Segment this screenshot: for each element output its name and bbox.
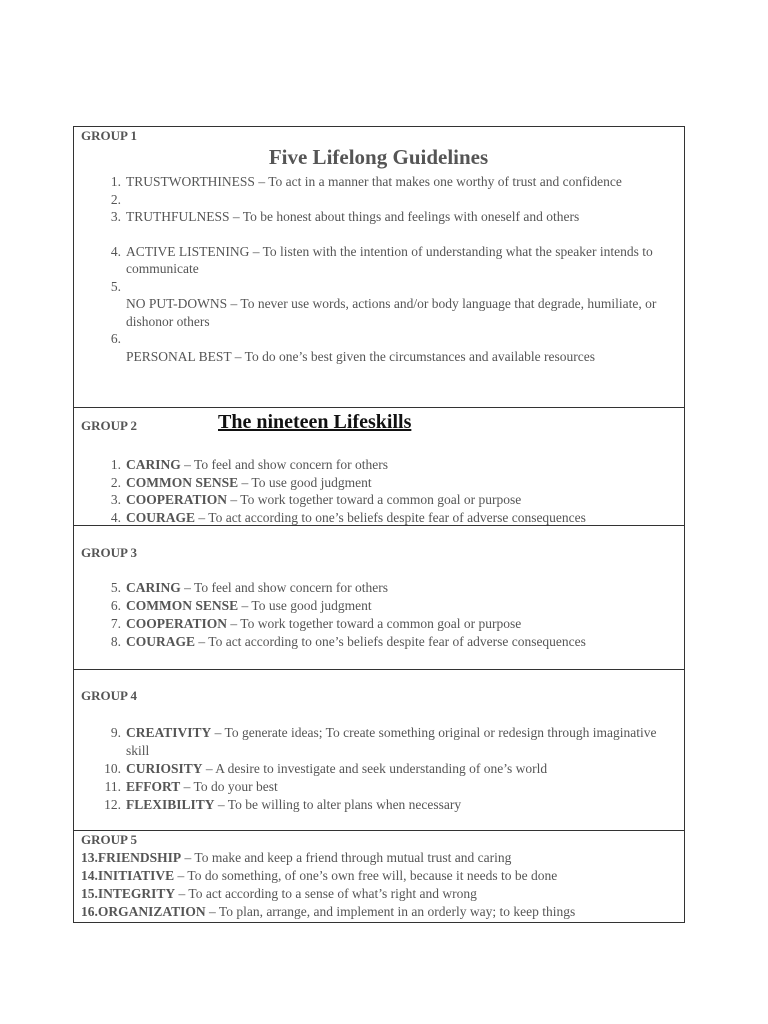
list-item: 16.ORGANIZATION – To plan, arrange, and implement in an orderly way; to keep things <box>81 904 576 919</box>
list-item: 9. CREATIVITY – To generate ideas; To create something original or redesign through imaginative skill <box>110 725 657 758</box>
group-1-title: Five Lifelong Guidelines <box>268 145 489 169</box>
list-item: 15.INTEGRITY – To act according to a sense of what’s right and wrong <box>81 886 477 901</box>
group-5-label: GROUP 5 <box>81 832 137 847</box>
group-4-label: GROUP 4 <box>81 688 137 703</box>
group-2-cell <box>73 408 685 526</box>
list-item: 3. COOPERATION – To work together toward a common goal or purpose <box>110 492 522 507</box>
lifeskills-list-2 <box>81 579 676 651</box>
group-4-cell <box>73 670 685 831</box>
lifeskills-list-3 <box>81 724 676 814</box>
group-3-cell <box>73 526 685 670</box>
list-item: 1. CARING – To feel and show concern for others <box>110 457 389 472</box>
list-item: 14.INITIATIVE – To do something, of one’s own free will, because it needs to be done <box>81 868 558 883</box>
lifeskills-list-1 <box>81 456 676 526</box>
list-item: 11. EFFORT – To do your best <box>104 779 278 794</box>
list-item: 4. COURAGE – To act according to one’s beliefs despite fear of adverse consequences <box>110 509 586 525</box>
group-2-title: The nineteen Lifeskills <box>218 411 412 433</box>
list-item: 13.FRIENDSHIP – To make and keep a friend through mutual trust and caring <box>81 850 512 865</box>
list-item: 4. ACTIVE LISTENING – To listen with the intention of understanding what the speaker intends to communicate <box>110 243 653 276</box>
group-5-cell <box>73 831 685 923</box>
list-item: 3. TRUTHFULNESS – To be honest about things and feelings with oneself and others <box>110 209 580 224</box>
list-item: 2. COMMON SENSE – To use good judgment <box>110 474 372 490</box>
list-item: NO PUT-DOWNS – To never use words, actions and/or body language that degrade, humiliate, or dishonor others <box>126 296 657 329</box>
list-item: 6. <box>110 331 121 346</box>
list-item: 5. CARING – To feel and show concern for others <box>110 580 389 595</box>
guidelines-list <box>81 173 676 365</box>
group-1-cell <box>73 126 685 408</box>
document-table <box>73 126 685 923</box>
list-item: 1. TRUSTWORTHINESS – To act in a manner that makes one worthy of trust and confidence <box>110 174 622 189</box>
group-3-label: GROUP 3 <box>81 545 137 560</box>
list-item: 7. COOPERATION – To work together toward a common goal or purpose <box>110 616 522 631</box>
group-1-label: GROUP 1 <box>81 128 137 143</box>
list-item: 10. CURIOSITY – A desire to investigate and seek understanding of one’s world <box>104 761 548 776</box>
list-item: 12. FLEXIBILITY – To be willing to alter plans when necessary <box>104 797 462 812</box>
list-item: 5. <box>110 278 121 294</box>
group-2-header <box>81 408 676 438</box>
group-2-label: GROUP 2 <box>81 418 137 433</box>
list-item: 8. COURAGE – To act according to one’s beliefs despite fear of adverse consequences <box>110 634 586 649</box>
list-item: 6. COMMON SENSE – To use good judgment <box>110 598 372 613</box>
list-item: 2. <box>110 191 121 207</box>
list-item: PERSONAL BEST – To do one’s best given the circumstances and available resources <box>126 348 595 364</box>
